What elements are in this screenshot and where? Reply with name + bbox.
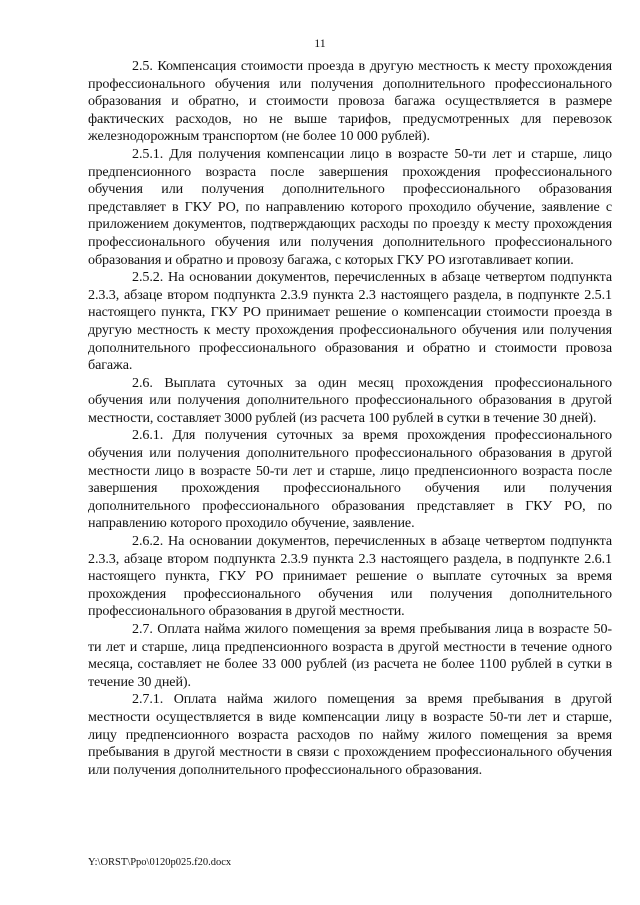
page-number: 11 — [314, 36, 326, 50]
paragraph-2-5-2: 2.5.2. На основании документов, перечисленных в абзаце четвертом подпункта 2.3.3, абзаце втором подпункта 2.3.9 пункта 2.3 настоящего раздела, в подпункте 2.5.1 настоящего пункта, ГКУ РО принимает решение о компенсации стоимости проезда в другую местность к месту прохождения профессионального обучения или получения дополнительного профессионального образования и обратно и стоимости провоза багажа. — [88, 269, 612, 374]
paragraph-2-5-1: 2.5.1. Для получения компенсации лицо в возрасте 50-ти лет и старше, лицо предпенсионного возраста после завершения прохождения профессионального обучения или получения дополнительного профессионального образования представляет в ГКУ РО, по направлению которого проходило обучение, заявление с приложением документов, подтверждающих расходы по проезду к месту прохождения профессионального обучения или получения дополнительного профессионального образования и обратно и провозу багажа, с которых ГКУ РО изготавливает копии. — [88, 145, 612, 268]
paragraph-2-7: 2.7. Оплата найма жилого помещения за время пребывания лица в возрасте 50-ти лет и старше, лица предпенсионного возраста в другой местности в течение одного месяца, составляет не более 33 000 рублей (из расчета не более 1100 рублей в сутки в течение 30 дней). — [88, 621, 612, 690]
paragraph-2-7-1: 2.7.1. Оплата найма жилого помещения за время пребывания в другой местности осуществляется в виде компенсации лицу в возрасте 50-ти лет и старше, лицу предпенсионного возраста расходов по найму жилого помещения за время пребывания в другой местности в связи с прохождением профессионального обучения или получения дополнительного профессионального образования. — [88, 691, 612, 778]
paragraph-2-6-1: 2.6.1. Для получения суточных за время прохождения профессионального обучения или получения дополнительного профессионального образования в другой местности лицо в возрасте 50-ти лет и старше, лицо предпенсионного возраста после завершения прохождения профессионального обучения или получения дополнительного профессионального образования представляет в ГКУ РО, по направлению которого проходило обучение, заявление. — [88, 427, 612, 532]
paragraph-2-5: 2.5. Компенсация стоимости проезда в другую местность к месту прохождения профессионального обучения или получения дополнительного профессионального образования и обратно, и стоимости провоза багажа осуществляется в размере фактических расходов, но не выше тарифов, предусмотренных для перевозок железнодорожным транспортом (не более 10 000 рублей). — [88, 58, 612, 145]
paragraph-2-6: 2.6. Выплата суточных за один месяц прохождения профессионального обучения или получения дополнительного профессионального образования в другой местности, составляет 3000 рублей (из расчета 100 рублей в сутки в течение 30 дней). — [88, 374, 612, 426]
footer-file-path: Y:\ORST\Ppo\0120p025.f20.docx — [88, 857, 232, 868]
document-body — [88, 58, 612, 779]
paragraph-2-6-2: 2.6.2. На основании документов, перечисленных в абзаце четвертом подпункта 2.3.3, абзаце втором подпункта 2.3.9 пункта 2.3 настоящего раздела, в подпункте 2.6.1 настоящего пункта, ГКУ РО принимает решение о выплате суточных за время прохождения профессионального обучения или получения дополнительного профессионального образования в другой местности. — [88, 533, 612, 620]
